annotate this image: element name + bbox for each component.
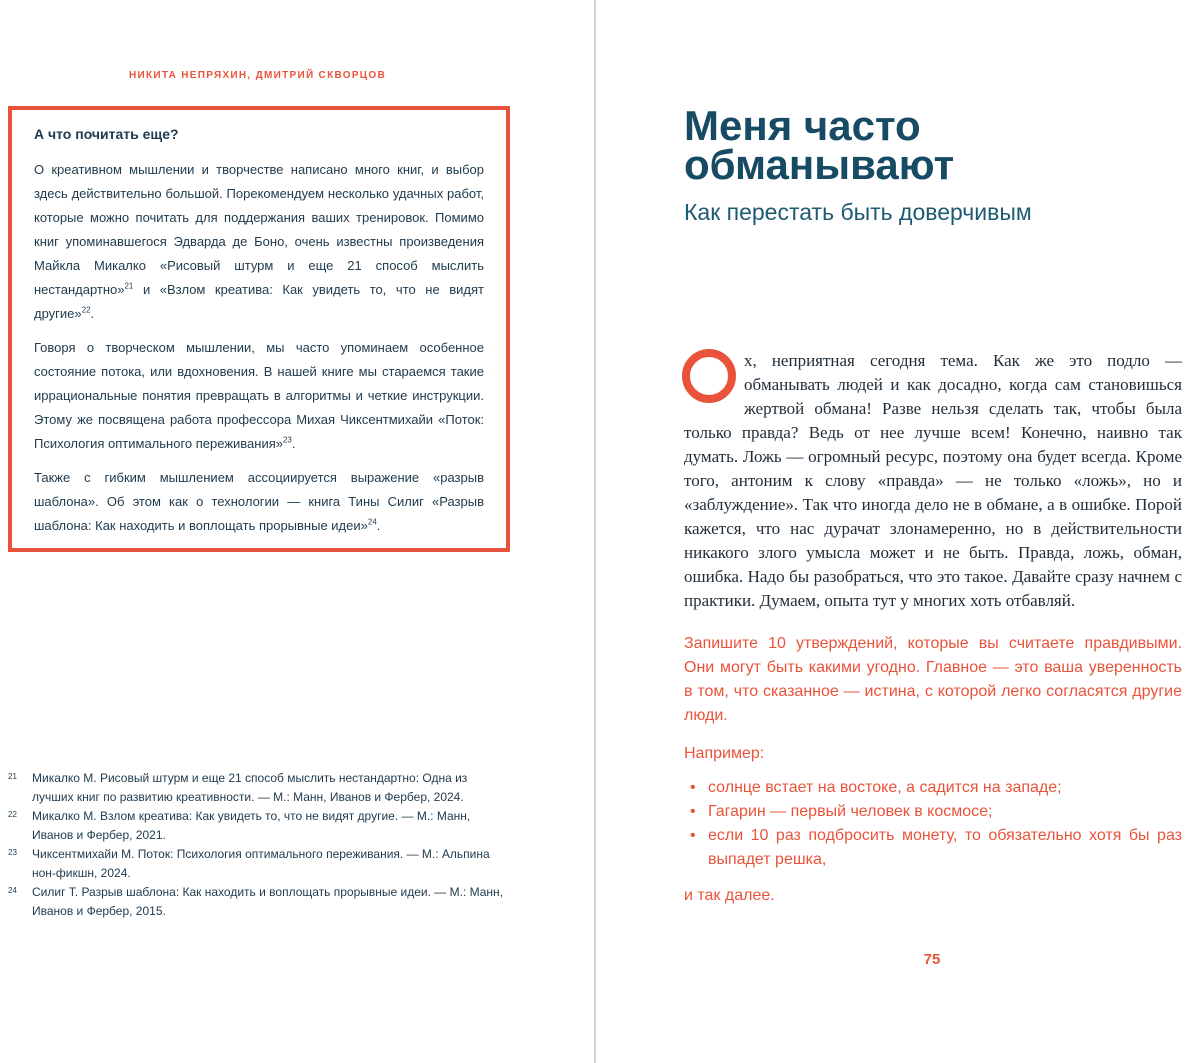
exercise-block bbox=[684, 632, 1182, 908]
body-text: х, неприятная сегодня тема. Как же это подло — обманывать людей и как досадно, когда сам становишься жертвой обмана! Разве нельзя сделать так, чтобы была только правда? Ведь от нее лучше всем! Конечно, наивно так думать. Ложь — огромный ресурс, поэтому она будет всегда. Кроме того, антоним к слову «правда» — не только «ложь», но и «заблуждение». Так что иногда дело не в обмане, а в ошибке. Порой кажется, что нас дурачат злонамеренно, но в действительности никакого злого умысла может и не быть. Правда, ложь, обман, ошибка. Надо бы разобраться, что это такое. Давайте сразу начнем с практики. Думаем, опыта тут у многих хоть отбавляй. bbox=[684, 351, 1182, 610]
footnote-ref-21[interactable]: 21 bbox=[124, 281, 134, 291]
sidebar-title: А что почитать еще? bbox=[34, 126, 179, 142]
example-label: Например: bbox=[684, 745, 765, 762]
example-item: • если 10 раз подбросить монету, то обязательно хотя бы раз выпадет решка, bbox=[684, 824, 1182, 872]
footnote-ref-22[interactable]: 22 bbox=[81, 305, 91, 315]
sidebar-text: и «Взлом креатива: Как увидеть то, что не видят другие» bbox=[34, 282, 484, 321]
chapter-body-text bbox=[684, 349, 1182, 613]
footnote-number: 23 bbox=[8, 848, 17, 857]
sidebar-paragraph-3 bbox=[34, 466, 484, 538]
footnote-22 bbox=[8, 807, 508, 845]
example-item: • солнце встает на востоке, а садится на западе; bbox=[684, 776, 1182, 800]
footnote-ref-23[interactable]: 23 bbox=[282, 435, 292, 445]
footnote-21 bbox=[8, 769, 508, 807]
example-item: • Гагарин — первый человек в космосе; bbox=[684, 800, 1182, 824]
footnote-23 bbox=[8, 845, 508, 883]
footnote-number: 22 bbox=[8, 810, 17, 819]
footnote-text: Чиксентмихайи М. Поток: Психология оптимального переживания. — М.: Альпина нон-фикшн, 2024. bbox=[32, 847, 490, 880]
chapter-title-line-1: Меня часто bbox=[684, 102, 921, 149]
footnote-number: 24 bbox=[8, 886, 17, 895]
chapter-subtitle: Как перестать быть доверчивым bbox=[684, 199, 1032, 225]
footnote-text: Силиг Т. Разрыв шаблона: Как находить и воплощать прорывные идеи. — М.: Манн, Иванов и Фербер, 2015. bbox=[32, 885, 504, 918]
running-head: НИКИТА НЕПРЯХИН, ДМИТРИЙ СКВОРЦОВ bbox=[128, 70, 387, 81]
chapter-title bbox=[684, 102, 955, 188]
chapter-title-line-2: обманывают bbox=[684, 141, 955, 188]
footnote-text: Микалко М. Рисовый штурм и еще 21 способ мыслить нестандартно: Одна из лучших книг по развитию креативности. — М.: Манн, Иванов и Фербер, 2024. bbox=[32, 771, 468, 804]
footnote-24 bbox=[8, 883, 508, 921]
sidebar-paragraph-2 bbox=[34, 336, 484, 456]
footnotes bbox=[8, 769, 508, 921]
sidebar-text: . bbox=[376, 518, 381, 533]
page-number: 75 bbox=[923, 951, 941, 968]
footnote-text: Микалко М. Взлом креатива: Как увидеть то, что не видят другие. — М.: Манн, Иванов и Фербер, 2021. bbox=[32, 809, 471, 842]
drop-cap bbox=[682, 349, 736, 403]
sidebar-paragraph-1 bbox=[34, 158, 484, 326]
sidebar-text: . bbox=[291, 436, 296, 451]
sidebar-text: Также с гибким мышлением ассоциируется выражение «разрыв шаблона». Об этом как о технологии — книга Тины Силиг «Разрыв шаблона: Как находить и воплощать прорывные идеи» bbox=[34, 470, 484, 533]
spread-divider bbox=[594, 0, 596, 1063]
sidebar-text: О креативном мышлении и творчестве написано много книг, и выбор здесь действительно большой. Порекомендуем несколько удачных работ, которые можно почитать для поддержания ваших тренировок. Помимо книг упоминавшегося Эдварда де Боно, очень известны произведения Майкла Микалко «Рисовый штурм и еще 21 способ мыслить нестандартно» bbox=[34, 162, 484, 297]
example-list bbox=[684, 776, 1182, 872]
footnote-ref-24[interactable]: 24 bbox=[367, 517, 377, 527]
exercise-ending: и так далее. bbox=[684, 887, 775, 904]
sidebar-box bbox=[8, 106, 510, 552]
footnote-number: 21 bbox=[8, 772, 17, 781]
sidebar-text: Говоря о творческом мышлении, мы часто упоминаем особенное состояние потока, или вдохновения. В нашей книге мы стараемся такие иррациональные понятия превращать в алгоритмы и четкие инструкции. Этому же посвящена работа профессора Михая Чиксентмихайи «Поток: Психология оптимального переживания» bbox=[34, 340, 484, 451]
sidebar-text: . bbox=[90, 306, 95, 321]
exercise-instruction: Запишите 10 утверждений, которые вы считаете правдивыми. Они могут быть какими угодно. Главное — это ваша уверенность в том, что сказанное — истина, с которой легко согласятся другие люди. bbox=[684, 635, 1182, 724]
